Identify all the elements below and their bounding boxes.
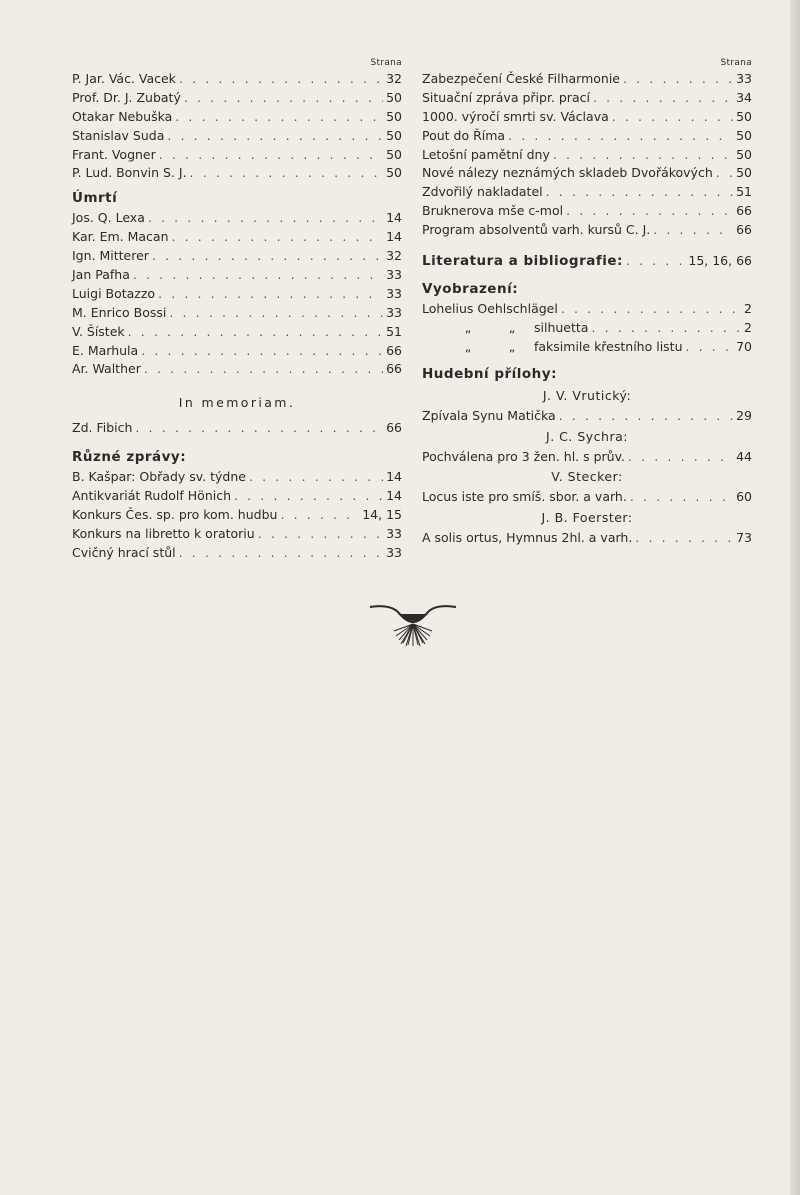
page-edge [790, 0, 800, 1195]
toc-entry: Pout do Říma . . . 50 [422, 127, 752, 146]
section-heading-vyobrazeni: Vyobrazení: [422, 281, 519, 298]
toc-entry: Ar. Walther . . . 66 [72, 360, 402, 379]
sunburst-ornament-icon [368, 604, 458, 648]
toc-entry: Lohelius Oehlschlägel . . . 2 [422, 300, 752, 319]
toc-entry: Konkurs Čes. sp. pro kom. hudbu . . . 14, 15 [72, 506, 402, 525]
composer-name: V. Stecker: [551, 469, 623, 485]
toc-entry: Zpívala Synu Matička . . . 29 [422, 407, 752, 426]
toc-entry: Locus iste pro smíš. sbor. a varh. . . . 60 [422, 488, 752, 507]
toc-entry: Luigi Botazzo . . . 33 [72, 285, 402, 304]
toc-entry: Zdvořilý nakladatel . . . 51 [422, 183, 752, 202]
composer-name: J. B. Foerster: [541, 510, 633, 526]
toc-entry: Otakar Nebuška . . . 50 [72, 108, 402, 127]
toc-entry: P. Jar. Vác. Vacek . . . 32 [72, 70, 402, 89]
composer-name: J. V. Vrutický: [542, 387, 632, 403]
toc-entry: B. Kašpar: Obřady sv. týdne . . . 14 [72, 468, 402, 487]
left-page-header: Strana [370, 58, 402, 68]
toc-entry: Prof. Dr. J. Zubatý . . . 50 [72, 89, 402, 108]
toc-entry: Zabezpečení České Filharmonie . . . 33 [422, 70, 752, 89]
section-heading-prilohy: Hudební přílohy: [422, 365, 557, 382]
right-column [422, 56, 752, 548]
toc-entry: E. Marhula . . . 66 [72, 342, 402, 361]
toc-entry: Situační zpráva připr. prací . . . 34 [422, 89, 752, 108]
left-column [72, 56, 402, 563]
composer-name: J. C. Sychra: [546, 428, 628, 444]
section-heading-literatura: Literatura a bibliografie: . . . 15, 16, 66 [422, 248, 752, 274]
toc-entry: „ „ silhuetta . . . 2 [422, 319, 752, 338]
section-heading-ruzne: Různé zprávy: [72, 449, 187, 466]
toc-entry: Letošní pamětní dny . . . 50 [422, 146, 752, 165]
toc-entry: Bruknerova mše c-mol . . . 66 [422, 202, 752, 221]
toc-entry: Ign. Mitterer . . . 32 [72, 247, 402, 266]
toc-entry: Nové nálezy neznámých skladeb Dvořákových . . . 50 [422, 164, 752, 183]
section-heading-memoriam: In memoriam. [178, 395, 296, 411]
toc-entry: Zd. Fibich . . . 66 [72, 419, 402, 438]
toc-entry: Pochválena pro 3 žen. hl. s prův. . . . 44 [422, 448, 752, 467]
toc-entry: Jan Pafha . . . 33 [72, 266, 402, 285]
section-heading-umrti: Úmrtí [72, 190, 118, 207]
toc-entry: Program absolventů varh. kursů C. J. . . . 66 [422, 221, 752, 240]
toc-entry: P. Lud. Bonvin S. J. . . . 50 [72, 164, 402, 183]
toc-entry: Stanislav Suda . . . 50 [72, 127, 402, 146]
toc-entry: Konkurs na libretto k oratoriu . . . 33 [72, 525, 402, 544]
right-page-header: Strana [720, 58, 752, 68]
toc-entry: 1000. výročí smrti sv. Václava . . . 50 [422, 108, 752, 127]
toc-entry: Cvičný hrací stůl . . . 33 [72, 544, 402, 563]
toc-entry: Antikvariát Rudolf Hönich . . . 14 [72, 487, 402, 506]
toc-entry: „ „ faksimile křestního listu . . . 70 [422, 338, 752, 357]
toc-entry: Jos. Q. Lexa . . . 14 [72, 209, 402, 228]
toc-entry: V. Šístek . . . 51 [72, 323, 402, 342]
toc-entry: M. Enrico Bossi . . . 33 [72, 304, 402, 323]
toc-entry: Frant. Vogner . . . 50 [72, 146, 402, 165]
toc-entry: A solis ortus, Hymnus 2hl. a varh. . . . 73 [422, 529, 752, 548]
toc-entry: Kar. Em. Macan . . . 14 [72, 228, 402, 247]
